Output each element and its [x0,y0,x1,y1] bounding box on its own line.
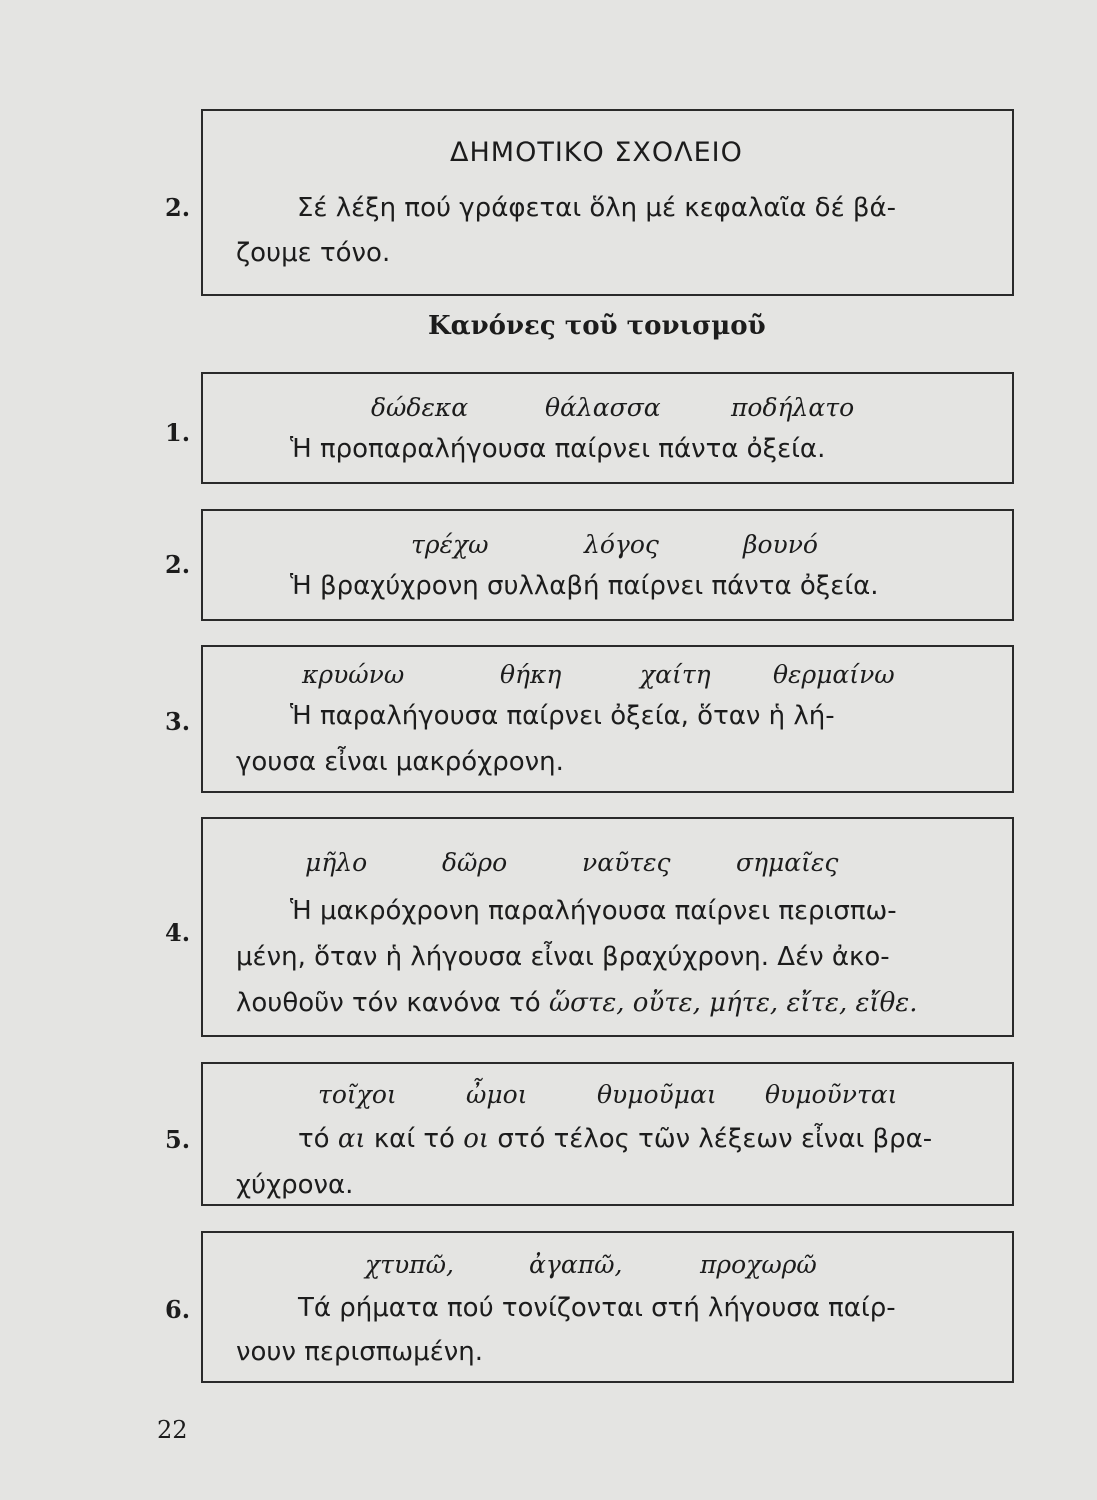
rule-4-example-2: δῶρο [442,848,508,877]
rule-4-line-3 [236,981,918,1026]
rule-5-line-1-part-e: στό τέλος τῶν λέξεων εἶναι βρα- [489,1124,933,1154]
rule-5-line-1-ai: αι [337,1124,366,1154]
rule-2-line-1: Ἡ βραχύχρονη συλλαβή παίρνει πάντα ὀξεία. [290,571,879,601]
rule-4-line-2: μένη, ὅταν ἡ λήγουσα εἶναι βραχύχρονη. Δέν ἀκο- [236,942,890,972]
rule-number-2: 2. [165,550,191,579]
rule-5-line-1-part-a: τό [298,1124,338,1154]
rule-2-example-1: τρέχω [411,530,489,559]
rule-number-3: 3. [165,707,191,736]
rule-2-example-2: λόγος [584,530,659,559]
rule-3-example-4: θερμαίνω [773,660,895,689]
rule-6-example-2: ἀγαπῶ, [529,1250,623,1279]
rule-5-line-1 [298,1117,932,1162]
page-number: 22 [157,1416,188,1444]
rule-5-line-1-oi: οι [463,1124,490,1154]
rule-4-line-3-exceptions: ὥστε, οὔτε, μήτε, εἴτε, εἴθε. [548,988,918,1018]
rule-6-line-1: Τά ρήματα πού τονίζονται στή λήγουσα παίρ- [298,1293,896,1323]
rule-5-line-2: χύχρονα. [236,1170,354,1200]
rule-6-example-1: χτυπῶ, [365,1250,454,1279]
rule-2-example-3: βουνό [743,530,818,559]
rule-3-example-3: χαίτη [640,660,711,689]
section-heading: Κανόνες τοῦ τονισμοῦ [428,311,766,341]
rule-4-line-1: Ἡ μακρόχρονη παραλήγουσα παίρνει περισπω- [290,896,897,926]
rule-5-example-2: ὦμοι [466,1080,528,1109]
rule-1-example-1: δώδεκα [371,393,469,422]
rule-number-4: 4. [165,918,191,947]
school-note-title: ΔΗΜΟΤΙΚΟ ΣΧΟΛΕΙΟ [450,137,743,168]
school-note-line-2: ζουμε τόνο. [236,238,391,268]
rule-3-line-2: γουσα εἶναι μακρόχρονη. [236,747,564,777]
rule-5-example-3: θυμοῦμαι [597,1080,717,1109]
rule-4-example-3: ναῦτες [582,848,671,877]
rule-4-example-1: μῆλο [305,848,368,877]
rule-4-line-3-text: λουθοῦν τόν κανόνα τό [236,988,549,1018]
rule-number-6: 6. [165,1295,191,1324]
rule-number-5: 5. [165,1125,191,1154]
school-note-line-1: Σέ λέξη πού γράφεται ὅλη μέ κεφαλαῖα δέ βά- [297,193,897,223]
rule-1-line-1: Ἡ προπαραλήγουσα παίρνει πάντα ὀξεία. [290,434,826,464]
rule-5-line-1-part-c: καί τό [365,1124,464,1154]
school-note-number: 2. [165,193,191,222]
rule-6-line-2: νουν περισπωμένη. [236,1337,484,1367]
rule-6-example-3: προχωρῶ [700,1250,817,1279]
rule-3-example-2: θήκη [500,660,562,689]
rule-4-example-4: σημαῖες [736,848,839,877]
rule-5-example-4: θυμοῦνται [765,1080,898,1109]
rule-5-example-1: τοῖχοι [318,1080,397,1109]
rule-number-1: 1. [165,418,191,447]
rule-3-line-1: Ἡ παραλήγουσα παίρνει ὀξεία, ὅταν ἡ λή- [290,701,835,731]
rule-1-example-3: ποδήλατο [731,393,855,422]
rule-1-example-2: θάλασσα [545,393,661,422]
rule-3-example-1: κρυώνω [302,660,405,689]
